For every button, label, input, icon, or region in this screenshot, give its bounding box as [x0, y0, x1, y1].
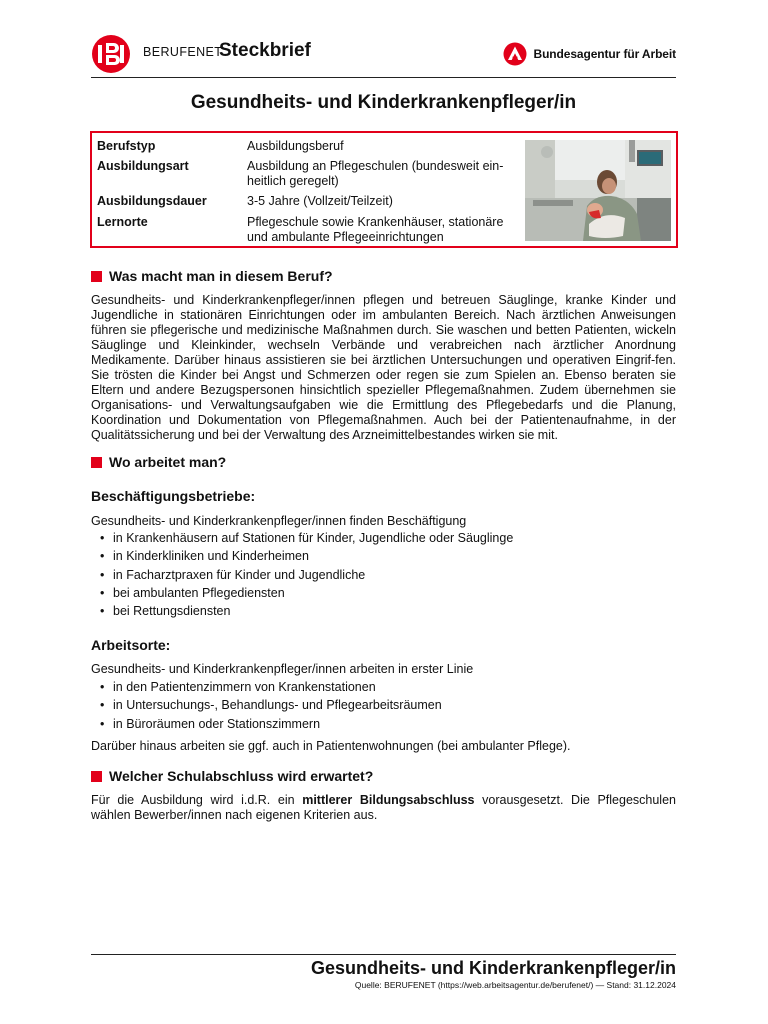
workplaces-outro: Darüber hinaus arbeiten sie ggf. auch in Patientenwohnungen (bei ambulanter Pflege). — [91, 739, 571, 753]
employers-heading: Beschäftigungsbetriebe: — [91, 488, 256, 504]
info-key: Lernorte — [97, 215, 148, 229]
workplaces-intro: Gesundheits- und Kinderkrankenpfleger/innen arbeiten in erster Linie — [91, 662, 474, 676]
workplaces-list — [100, 678, 442, 733]
list-item: • in Büroräumen oder Stationszimmern — [100, 715, 442, 733]
agency-logo — [503, 42, 677, 66]
nurse-with-baby-photo — [525, 140, 671, 241]
list-item: • in Kinderkliniken und Kinderheimen — [100, 547, 513, 565]
berufenet-logo-icon — [91, 34, 131, 74]
list-item: • in Untersuchungs-, Behandlungs- und Pflegearbeitsräumen — [100, 696, 442, 714]
red-square-icon — [91, 271, 102, 282]
info-value: Ausbildungsberuf — [247, 139, 344, 153]
workplaces-heading: Arbeitsorte: — [91, 637, 171, 653]
employers-intro: Gesundheits- und Kinderkrankenpfleger/innen finden Beschäftigung — [91, 514, 467, 528]
section-heading-where — [91, 454, 226, 470]
info-value: Ausbildung an Pflegeschulen (bundesweit ein-heitlich geregelt) — [247, 159, 504, 188]
school-text-before: Für die Ausbildung wird i.d.R. ein — [91, 793, 303, 807]
school-requirement-text — [91, 793, 676, 823]
section-heading-label: Wo arbeitet man? — [109, 454, 227, 470]
employers-list — [100, 529, 513, 620]
footer-source: Quelle: BERUFENET (https://web.arbeitsagentur.de/berufenet/) — Stand: 31.12.2024 — [354, 980, 676, 990]
school-degree-highlight: mittlerer Bildungsabschluss — [302, 793, 475, 807]
school-text-after: vorausgesetzt. Die Pflegeschulen wählen Bewerber/innen nach eigenen Kriterien aus. — [91, 793, 676, 822]
brand-name: BERUFENET — [143, 45, 223, 59]
footer-divider — [91, 954, 676, 955]
list-item: • in Facharztpraxen für Kinder und Jugendliche — [100, 566, 513, 584]
list-item: • in den Patientenzimmern von Krankenstationen — [100, 678, 442, 696]
agency-name: Bundesagentur für Arbeit — [533, 47, 676, 61]
list-item: • in Krankenhäusern auf Stationen für Kinder, Jugendliche oder Säuglinge — [100, 529, 513, 547]
section-heading-label: Was macht man in diesem Beruf? — [109, 268, 333, 284]
info-key: Berufstyp — [97, 139, 156, 153]
section-heading-school — [91, 768, 373, 784]
info-key: Ausbildungsdauer — [97, 194, 207, 208]
list-item: • bei Rettungsdiensten — [100, 602, 513, 620]
info-box — [90, 131, 678, 248]
section-heading-what — [91, 268, 333, 284]
info-value: Pflegeschule sowie Krankenhäuser, stationäre und ambulante Pflegeeinrichtungen — [247, 215, 504, 244]
red-square-icon — [91, 457, 102, 468]
doc-type-label: Steckbrief — [219, 40, 311, 61]
info-key: Ausbildungsart — [97, 159, 189, 173]
section-heading-label: Welcher Schulabschluss wird erwartet? — [109, 768, 374, 784]
page-header — [91, 34, 676, 78]
page-title: Gesundheits- und Kinderkrankenpfleger/in — [190, 92, 577, 113]
job-description: Gesundheits- und Kinderkrankenpfleger/innen pflegen und betreuen Säuglinge, kranke Kinder und Jugendliche in stationären Einrichtungen oder im ambulanten Bereich. Nach ärztlichen Anweisungen führen sie pflegerische und medizinische Maßnahmen durch. Sie waschen und betten Patienten, wickeln Säuglinge und Kleinkinder, wechseln Verbände und verabreichen nach ärztlicher Anordnung Medikamente. Darüber hinaus assistieren sie bei ärztlichen Untersuchungen und operativen Eingrif-fen. Sie trösten die Kinder bei Angst und Schmerzen oder regen sie zum Spielen an. Ebenso beraten sie Eltern und andere Bezugspersonen hinsichtlich spezieller Pflegemaßnahmen. Zudem übernehmen sie Organisations- und Verwaltungsaufgaben wie die Ermittlung des Pflegebedarfs und die Planung, Koordination und Dokumentation von Pflegemaßnahmen. Auch bei der Patientenaufnahme, in der Qualitätssicherung und bei der Verwaltung des Arzneimittelbestandes wirken sie mit. — [91, 293, 676, 442]
footer-title: Gesundheits- und Kinderkrankenpfleger/in — [310, 958, 676, 978]
info-value: 3-5 Jahre (Vollzeit/Teilzeit) — [247, 194, 393, 208]
list-item: • bei ambulanten Pflegediensten — [100, 584, 513, 602]
red-square-icon — [91, 771, 102, 782]
agency-logo-icon — [503, 42, 527, 66]
